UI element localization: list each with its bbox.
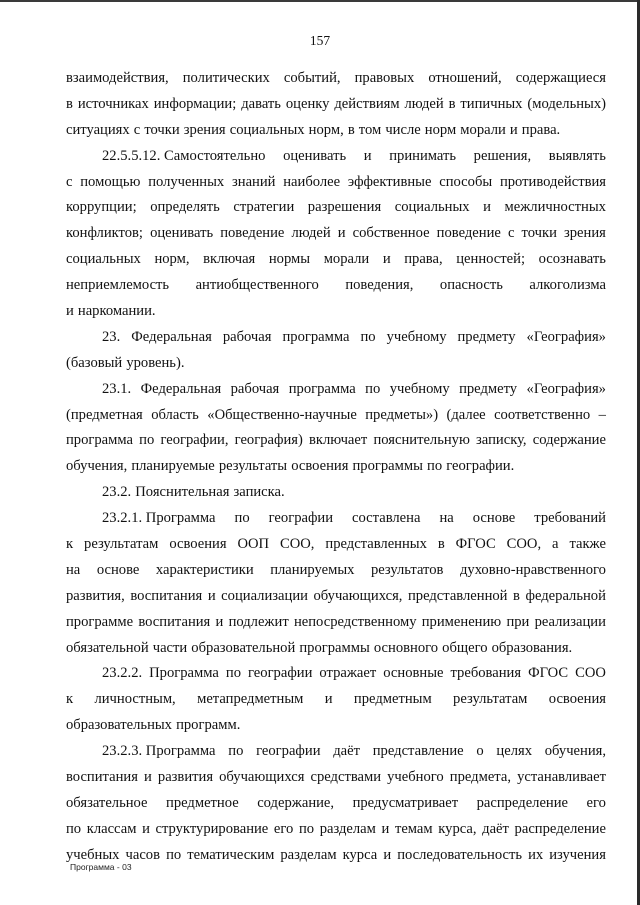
text-line [66,118,606,144]
word: учебному [386,328,447,345]
word: предмету [459,380,518,397]
word: освоения [169,536,227,553]
word: представленных [325,536,427,553]
word: типичных [460,95,523,112]
word: его [273,820,294,837]
word: способы [439,173,493,190]
word: 23. [102,328,121,345]
word: обучения, [544,743,606,760]
word: представленной [407,587,508,604]
word: основного [373,639,439,656]
word: права, [404,251,443,268]
word: и [509,121,518,138]
word: в [347,121,355,138]
word: разделам [319,820,376,837]
word: воспитания [138,613,211,630]
text-line [66,428,606,454]
word: предметным [353,691,432,708]
word: планируемые [131,458,215,475]
word: предметы») [365,406,439,423]
word: и [363,147,372,164]
word: к [66,536,74,553]
word: даёт [333,743,361,760]
word: изучения [549,846,606,863]
word: часов [125,846,160,863]
word: классам [86,820,137,837]
word: федеральной [525,587,606,604]
word: с [507,225,515,242]
word: ценностей; [456,251,525,268]
word: давать [241,95,281,112]
word: том [358,121,382,138]
text-line [66,377,606,403]
word: учебного [387,769,444,786]
word: воспитания [130,587,203,604]
word: точки [521,225,557,242]
word: отражает [319,665,377,682]
word: ФГОС [455,536,496,553]
word: Федеральная [140,380,222,397]
word: и [483,199,491,216]
word: взаимодействия, [66,70,169,86]
word: применению [421,613,502,630]
word: духовно-нравственного [459,561,606,578]
word: социальных [229,121,305,138]
word: общего [442,639,488,656]
word: 23.2. [102,484,132,501]
text-line [66,273,606,299]
word: распределение [476,794,569,811]
word: географии [256,743,321,760]
word: осознавать [538,251,606,268]
word: неприемлемость [66,277,170,294]
word: (далее [446,406,486,423]
word: информации; [153,95,237,112]
word: и [66,303,74,320]
word: решения, [473,147,532,164]
word: также [569,536,606,553]
word: коррупции; [66,199,137,216]
word: географии [248,665,313,682]
word: содержащиеся [515,70,606,86]
word: по [139,432,155,449]
word: и [381,820,390,837]
word: о [476,743,484,760]
word: (предметная [66,406,143,423]
word: программы [299,639,370,656]
page-number: 157 [309,33,331,48]
word: Федеральная [131,328,212,345]
text-line [66,247,606,273]
word: зрения [183,121,226,138]
word: область [151,406,199,423]
word: предметное [166,794,239,811]
word: (базовый [66,354,123,371]
word: антиобщественного [195,277,319,294]
word: социальных [66,251,141,268]
word: соответственно [494,406,591,423]
word: тематическим [187,846,275,863]
word: по [228,743,244,760]
word: 22.5.5.12. Самостоятельно [102,147,266,164]
word: географии, [160,432,229,449]
word: людей [291,225,331,242]
text-line [66,144,606,170]
word: курса, [438,820,477,837]
word: учебному [389,380,450,397]
word: опасность [439,277,503,294]
word: точки [144,121,180,138]
text-line [66,817,606,843]
word: требований [534,510,606,527]
word: темам [394,820,433,837]
word: географии. [446,458,515,475]
word: подлежит [228,613,289,630]
word: определять [150,199,220,216]
word: и [207,587,216,604]
word: рабочая [222,328,272,345]
word: распределение [514,820,606,837]
word: предмету [457,328,516,345]
word: противодействия [499,173,606,190]
word: учебных [66,846,120,863]
text-line [66,791,606,817]
word: «Общественно-научные [207,406,357,423]
text-line [66,351,606,377]
text-line [66,403,606,429]
word: собственное [352,225,430,242]
word: курса [342,846,378,863]
word: целях [496,743,532,760]
word: СОО [575,665,606,682]
word: 23.2.1. Программа [102,510,216,527]
word: конфликтов; [66,225,143,242]
word: СОО, [506,536,542,553]
word: ситуациях [66,121,130,138]
word: предусматривает [352,794,459,811]
word: людей [404,95,444,112]
word: морали [460,121,506,138]
text-line [66,221,606,247]
word: эффективные [347,173,432,190]
word: «География» [526,380,606,397]
word: поведения, [345,277,414,294]
word: составлена [352,510,421,527]
word: норм [424,121,457,138]
word: и [383,846,392,863]
word: личностным, [94,691,176,708]
word: стратегии [233,199,295,216]
word: предмета, [449,769,511,786]
word: средствами [310,769,382,786]
text-line [66,506,606,532]
word: программа [288,380,356,397]
word: результатов [370,561,444,578]
word: Программа [149,665,219,682]
word: отношений, [428,70,502,86]
word: 23.1. [102,380,132,397]
word: по [225,665,241,682]
word: принимать [389,147,457,164]
word: и [382,251,391,268]
word: обязательной [66,639,149,656]
word: и [142,820,150,837]
word: ФГОС [528,665,569,682]
word: результатам [453,691,528,708]
text-line [66,325,606,351]
word: последовательность [397,846,522,863]
word: даёт [482,820,509,837]
word: (модельных) [527,95,606,112]
word: социализации [221,587,308,604]
word: уровень). [126,354,185,371]
word: результаты [218,458,288,475]
word: рабочая [230,380,280,397]
word: Пояснительная [135,484,230,501]
word: разрешения [307,199,382,216]
word: на [66,561,81,578]
word: и [324,691,333,708]
word: по [66,820,82,837]
word: на [439,510,454,527]
word: с [66,173,73,190]
word: программы [352,458,423,475]
word: по [234,510,250,527]
word: представление [372,743,464,760]
word: межличностных [504,199,606,216]
word: действиям [334,95,400,112]
word: норм, [308,121,344,138]
word: оценку [285,95,330,112]
word: программа [66,432,134,449]
word: зрения [564,225,606,242]
word: программа [282,328,350,345]
text-line [66,170,606,196]
word: части [152,639,188,656]
word: нормы [268,251,311,268]
page-footer: Программа - 03 [70,862,132,872]
word: географии [268,510,334,527]
text-line [66,687,606,713]
word: морали [323,251,370,268]
word: непосредственному [293,613,417,630]
word: основе [96,561,140,578]
text-line [66,610,606,636]
text-line [66,713,606,739]
word: содержание, [257,794,335,811]
word: обучающихся [219,769,305,786]
word: воспитания [66,769,138,786]
word: социальных [394,199,470,216]
word: результатам [84,536,159,553]
text-line [66,532,606,558]
word: развития, [66,587,125,604]
word: освоения [291,458,349,475]
word: наиболее [283,173,341,190]
word: основные [383,665,444,682]
scan-edge-top [0,0,640,2]
text-line [66,765,606,791]
text-line [66,843,606,869]
word: в [66,95,73,112]
text-line [66,584,606,610]
word: и [215,613,224,630]
word: включая [203,251,256,268]
text-line [66,299,606,325]
word: развития [157,769,214,786]
text-line [66,661,606,687]
word: в [448,95,456,112]
word: требования [450,665,522,682]
word: к [66,691,74,708]
word: и [144,769,152,786]
text-line [66,66,606,92]
word: метапредметным [197,691,304,708]
word: его [586,794,606,811]
word: «География» [526,328,606,345]
word: и [337,225,346,242]
word: содержание [532,432,606,449]
word: оценивать [283,147,347,164]
word: политических [182,70,270,86]
word: по [365,380,381,397]
word: образования. [491,639,573,656]
word: записка. [233,484,285,501]
word: с [133,121,141,138]
word: записку, [476,432,527,449]
word: а [552,536,559,553]
word: 23.2.2. [102,665,143,682]
word: – [598,406,606,423]
text-line [66,558,606,584]
word: по [427,458,443,475]
word: алкоголизма [529,277,606,294]
word: норм, [154,251,190,268]
word: помощью [80,173,141,190]
word: пояснительную [373,432,470,449]
word: числе [385,121,421,138]
word: география) [234,432,303,449]
text-line [66,195,606,221]
word: обязательное [66,794,148,811]
word: структурирование [155,820,269,837]
word: поведение [220,225,285,242]
text-line [66,92,606,118]
text-line [66,454,606,480]
word: оценивать [150,225,214,242]
word: устанавливает [517,769,606,786]
body-text [66,66,606,869]
word: полученных [148,173,225,190]
word: образовательных [66,717,172,734]
word: основе [472,510,516,527]
text-line [66,739,606,765]
word: СОО, [280,536,315,553]
word: обучения, [66,458,128,475]
word: событий, [283,70,341,86]
word: разделам [280,846,337,863]
word: по [298,820,315,837]
word: освоения [548,691,606,708]
word: поведение [436,225,501,242]
text-line [66,636,606,662]
word: по [166,846,182,863]
word: источниках [77,95,149,112]
word: образовательной [191,639,296,656]
word: 23.2.3. Программа [102,743,216,760]
word: по [360,328,376,345]
text-line [66,480,606,506]
word: в [437,536,445,553]
word: включает [308,432,368,449]
word: их [528,846,544,863]
word: программ. [176,717,241,734]
word: знаний [232,173,276,190]
word: в [513,587,520,604]
word: характеристики [155,561,254,578]
word: правовых [354,70,415,86]
word: реализации [534,613,606,630]
word: наркомании. [77,303,156,320]
word: обучающихся, [313,587,403,604]
word: ООП [237,536,270,553]
word: программе [66,613,134,630]
word: планируемых [270,561,355,578]
word: при [506,613,530,630]
word: права. [521,121,561,138]
word: выявлять [548,147,606,164]
